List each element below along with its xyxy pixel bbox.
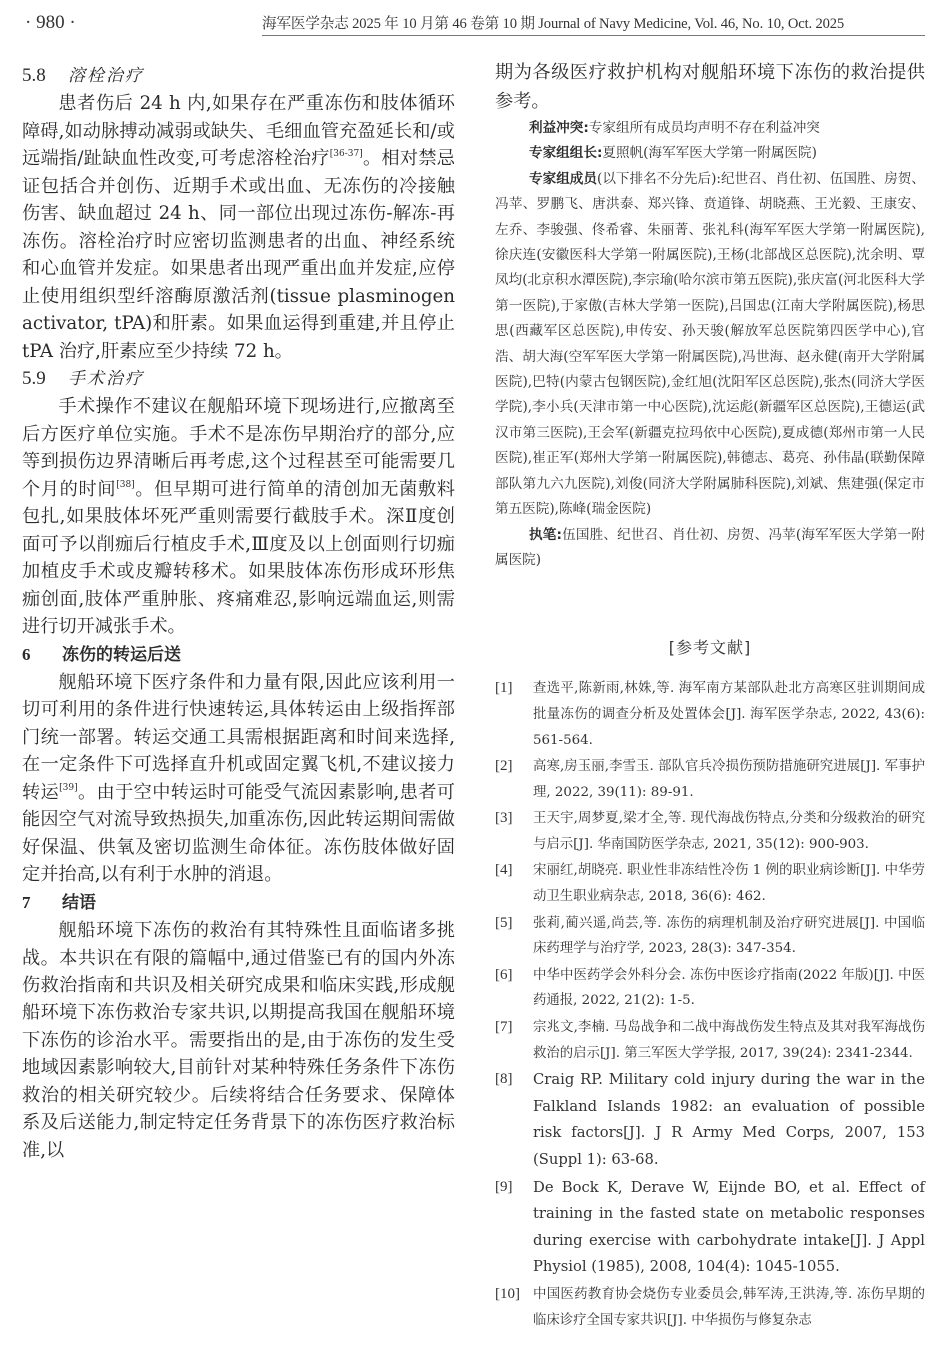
section-title: 溶栓治疗 [68,66,144,86]
references-heading: [参考文献] [668,638,752,658]
right-column [495,58,925,1334]
section-heading-7 [22,889,455,917]
reference-item [495,676,925,753]
paragraph-text: 。但早期可进行简单的清创加无菌敷料包扎,如果肢体坏死严重则需要行截肢手术。深Ⅱ度创面可予以削痂后行植皮手术,Ⅲ度及以上创面则行切痂加植皮手术或皮瓣转移术。如果肢体冻伤形成环形焦痂创面,肢体严重肿胀、疼痛难忍,影响远端血运,则需进行切开减张手术。 [22,478,455,638]
section-number: 7 [22,892,31,912]
members-text: (以下排名不分先后):纪世召、肖仕初、伍国胜、房贺、冯苹、罗鹏飞、唐洪泰、郑兴锋、贲道锋、胡晓燕、王光毅、王康安、左乔、李骏强、佟希睿、朱丽菁、张礼科(海军军医大学第一附属医院),徐庆连(安徽医科大学第一附属医院),王杨(北部战区总医院),沈余明、覃凤均(北京积水潭医院),李宗瑜(哈尔滨市第五医院),张庆富(河北医科大学第一医院),于家傲(吉林大学第一医院),吕国忠(江南大学附属医院),杨思思(西藏军区总医院),申传安、孙天骏(解放军总医院第四医学中心),官浩、胡大海(空军军医大学第一附属医院),冯世海、赵永健(南开大学附属医院),巴特(内蒙古包钢医院),金红旭(沈阳军区总医院),张杰(同济大学医学院),李小兵(天津市第一中心医院),沈运彪(新疆军区总医院),王德运(武汉市第三医院),王会军(新疆克拉玛依中心医院),夏成德(郑州市第一人民医院),崔正军(郑州大学第一附属医院),韩德志、葛亮、孙伟晶(联勤保障部队第九六九医院),刘俊(同济大学附属肺科医院),刘斌、焦建强(保定市第五医院),陈峰(瑞金医院) [495,170,926,518]
reference-text: 张莉,蔺兴遥,尚芸,等. 冻伤的病理机制及治疗研究进展[J]. 中国临床药理学与治疗学, 2023, 28(3): 347-354. [533,915,925,957]
paragraph: 舰船环境下冻伤的救治有其特殊性且面临诸多挑战。本共识在有限的篇幅中,通过借鉴已有的国内外冻伤救治指南和共识及相关研究成果和临床实践,形成舰船环境下冻伤救治专家共识,以期提高我国在舰船环境下冻伤的诊治水平。需要指出的是,由于冻伤的发生受地域因素影响较大,目前针对某种特殊任务条件下冻伤救治的相关研究较少。后续将结合任务要求、保障体系及后送能力,制定特定任务背景下的冻伤医疗救治标准,以 [22,920,455,1161]
reference-item [495,1282,925,1333]
reference-text: 查选平,陈新雨,林姝,等. 海军南方某部队赴北方高寒区驻训期间成批量冻伤的调查分析及处置体会[J]. 海军医学杂志, 2022, 43(6): 561-564. [533,681,925,748]
group-leader [495,141,925,166]
reference-item [495,806,925,857]
reference-number: [1] [495,680,513,697]
paragraph-text: 。相对禁忌证包括合并创伤、近期手术或出血、无冻伤的冷接触伤害、缺血超过 24 h、同一部位出现过冻伤-解冻-再冻伤。溶栓治疗时应密切监测患者的出血、神经系统和心血管并发症。如果患者出现严重出血并发症,应停止使用组织型纤溶酶原激活剂(tissue plasminogen activator, tPA)和肝素。如果血运得到重建,并且停止 tPA 治疗,肝素应至少持续 72 h。 [22,148,455,362]
leader-label: 专家组组长: [529,145,603,162]
reference-number: [6] [495,966,513,983]
reference-item [495,1175,925,1281]
reference-item [495,754,925,805]
group-members [495,167,925,523]
section-heading-5-9 [22,365,455,393]
conflict-text: 专家组所有成员均声明不存在利益冲突 [588,120,820,136]
reference-text: 中国医药教育协会烧伤专业委员会,韩军涛,王洪涛,等. 冻伤早期的临床诊疗全国专家共识[J]. 中华损伤与修复杂志 [533,1286,925,1328]
reference-number: [4] [495,862,513,879]
reference-number: [8] [495,1071,513,1088]
paragraph-text: 。由于空中转运时可能受气流因素影响,患者可能因空气对流导致热损失,加重冻伤,因此转运期间需做好保温、供氧及密切监测生命体征。冻伤肢体做好固定并抬高,以有利于水肿的消退。 [22,781,455,886]
reference-text: 王天宇,周梦夏,梁才全,等. 现代海战伤特点,分类和分级救治的研究与启示[J]. 华南国防医学杂志, 2021, 35(12): 900-903. [533,811,925,852]
reference-item [495,911,925,962]
writers-label: 执笔: [529,526,562,543]
section-heading-6 [22,641,455,669]
members-label: 专家组成员 [529,170,598,187]
page-header [0,8,945,42]
writers-text: 伍国胜、纪世召、肖仕初、房贺、冯苹(海军军医大学第一附属医院) [495,526,925,568]
reference-item [495,1015,925,1066]
section-number: 5.9 [22,367,46,389]
reference-item [495,963,925,1014]
conflict-of-interest [495,116,925,141]
reference-text: De Bock K, Derave W, Eijnde BO, et al. Effect of training in the fasted state on metabolic responses during exercise with carbohydrate intake[J]. J Appl Physiol (1985), 2008, 104(4): 1045-1055. [533,1178,925,1276]
paragraph [22,393,455,640]
paragraph-text: 舰船环境下医疗条件和力量有限,因此应该利用一切可利用的条件进行快速转运,具体转运由上级指挥部门统一部署。转运交通工具需根据距离和时间来选择,在一定条件下可选择直升机或固定翼飞机,不建议接力转运 [22,671,455,803]
section-title: 手术治疗 [68,368,144,389]
reference-number: [2] [495,758,513,775]
reference-number: [3] [495,810,513,827]
writers [495,523,925,574]
reference-item [495,858,925,909]
paragraph-text: 患者伤后 24 h 内,如果存在严重冻伤和肢体循环障碍,如动脉搏动减弱或缺失、毛细血管充盈延长和/或远端指/趾缺血性改变,可考虑溶栓治疗 [22,93,455,170]
paragraph-continuation: 期为各级医疗救护机构对舰船环境下冻伤的救治提供参考。 [495,62,925,112]
reference-number: [5] [495,914,513,931]
paragraph [22,90,455,365]
reference-number: [9] [495,1178,513,1195]
section-title: 结语 [62,892,96,913]
reference-number: [7] [495,1019,513,1036]
reference-item [495,1067,925,1173]
paragraph [22,669,455,889]
section-heading-5-8 [22,62,455,90]
reference-text: 宋丽红,胡晓亮. 职业性非冻结性冷伤 1 例的职业病诊断[J]. 中华劳动卫生职业病杂志, 2018, 36(6): 462. [533,863,925,905]
citation[interactable]: [39] [59,782,78,793]
leader-text: 夏照帆(海军军医大学第一附属医院) [602,145,817,162]
citation[interactable]: [36-37] [329,149,363,160]
reference-number: [10] [495,1285,520,1302]
section-title: 冻伤的转运后送 [62,644,181,665]
conflict-label: 利益冲突: [529,120,589,136]
left-column [22,62,455,1164]
reference-text: 宗兆文,李楠. 马岛战争和二战中海战伤发生特点及其对我军海战伤救治的启示[J]. 第三军医大学学报, 2017, 39(24): 2341-2344. [533,1020,925,1061]
citation[interactable]: [38] [116,479,135,490]
article-metadata [495,116,925,573]
reference-text: Craig RP. Military cold injury during the war in the Falkland Islands 1982: an evaluation of possible risk factors[J]. J R Army Med Corps, 2007, 153 (Suppl 1): 63-68. [533,1071,925,1168]
paragraph-text: 手术操作不建议在舰船环境下现场进行,应撤离至后方医疗单位实施。手术不是冻伤早期治疗的部分,应等到损伤边界清晰后再考虑,这个过程甚至可能需要几个月的时间 [22,396,455,500]
section-number: 6 [22,644,31,664]
running-head: 海军医学杂志 2025 年 10 月第 46 卷第 10 期 Journal of Navy Medicine, Vol. 46, No. 10, Oct. 2025 [262,12,925,36]
reference-text: 高寒,房玉丽,李雪玉. 部队官兵冷损伤预防措施研究进展[J]. 军事护理, 2022, 39(11): 89-91. [533,759,925,800]
reference-text: 中华中医药学会外科分会. 冻伤中医诊疗指南(2022 年版)[J]. 中医药通报, 2022, 21(2): 1-5. [533,967,925,1009]
reference-list [495,676,925,1333]
section-number: 5.8 [22,65,46,86]
page-number: · 980 · [25,12,76,33]
